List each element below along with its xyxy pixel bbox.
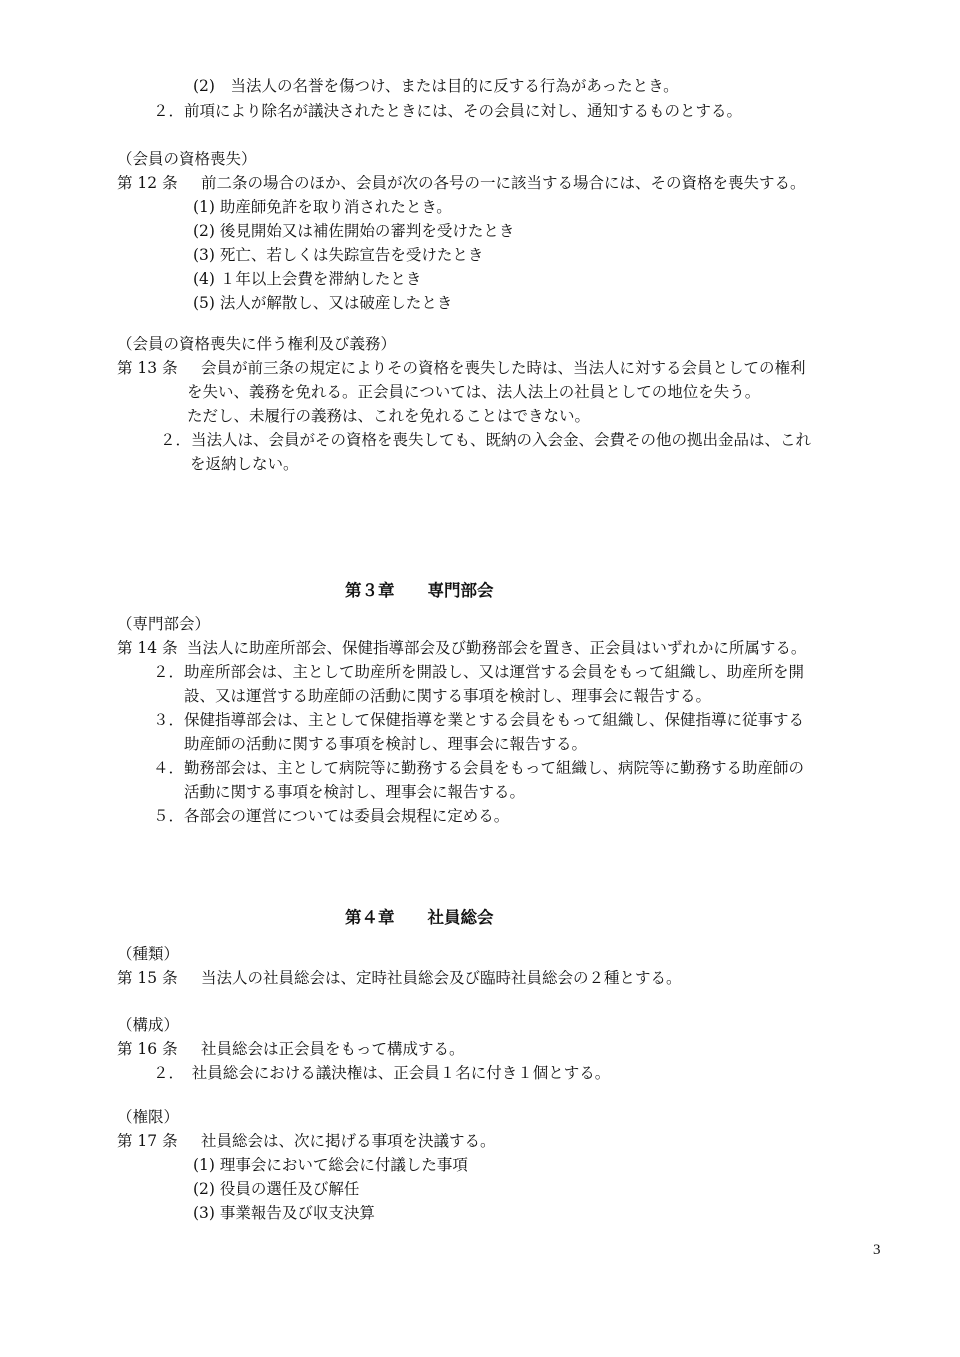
article-paragraph: ２．助産所部会は、主として助産所を開設し、又は運営する会員をもって組織し、助産所を開 — [153, 663, 805, 681]
article-label: 第 15 条 — [117, 969, 178, 987]
article-paragraph: ２． 社員総会における議決権は、正会員１名に付き１個とする。 — [153, 1064, 611, 1082]
chapter-title: 第４章 社員総会 — [345, 908, 494, 927]
article-label: 第 14 条 — [117, 639, 178, 657]
article-heading: （種類） — [117, 945, 180, 963]
article-label: 第 16 条 — [117, 1040, 178, 1058]
article-16 — [117, 1037, 465, 1061]
chapter-title: 第３章 専門部会 — [345, 581, 494, 600]
article-text: 当法人の社員総会は、定時社員総会及び臨時社員総会の２種とする。 — [201, 969, 682, 987]
article-text: ただし、未履行の義務は、これを免れることはできない。 — [187, 407, 591, 425]
article-heading: （専門部会） — [117, 615, 211, 633]
article-item: (2) 役員の選任及び解任 — [193, 1180, 360, 1198]
article-paragraph: 助産師の活動に関する事項を検討し、理事会に報告する。 — [184, 735, 588, 753]
article-heading: （会員の資格喪失） — [117, 150, 257, 168]
article-17 — [117, 1129, 496, 1153]
article-item: (1) 理事会において総会に付議した事項 — [193, 1156, 468, 1174]
article-paragraph: ２．当法人は、会員がその資格を喪失しても、既納の入会金、会費その他の拠出金品は、これ — [160, 431, 812, 449]
article-text: を失い、義務を免れる。正会員については、法人法上の社員としての地位を失う。 — [187, 383, 761, 401]
article-paragraph: ５．各部会の運営については委員会規程に定める。 — [153, 807, 510, 825]
article-item: (2) 当法人の名誉を傷つけ、または目的に反する行為があったとき。 — [193, 77, 679, 95]
article-text: 会員が前三条の規定によりその資格を喪失した時は、当法人に対する会員としての権利 — [201, 359, 806, 377]
article-paragraph: を返納しない。 — [190, 455, 299, 473]
article-label: 第 12 条 — [117, 174, 178, 192]
article-text: 社員総会は正会員をもって構成する。 — [201, 1040, 465, 1058]
article-text: 前二条の場合のほか、会員が次の各号の一に該当する場合には、その資格を喪失する。 — [201, 174, 806, 192]
article-paragraph: 活動に関する事項を検討し、理事会に報告する。 — [184, 783, 526, 801]
article-text: 社員総会は、次に掲げる事項を決議する。 — [201, 1132, 496, 1150]
article-heading: （会員の資格喪失に伴う権利及び義務） — [117, 335, 397, 353]
article-text: 当法人に助産所部会、保健指導部会及び勤務部会を置き、正会員はいずれかに所属する。 — [187, 639, 807, 657]
article-item: (1) 助産師免許を取り消されたとき。 — [193, 198, 452, 216]
article-15 — [117, 966, 682, 990]
article-item: (4) １年以上会費を滞納したとき — [193, 270, 422, 288]
article-label: 第 17 条 — [117, 1132, 178, 1150]
article-14 — [117, 636, 806, 660]
article-paragraph: ４．勤務部会は、主として病院等に勤務する会員をもって組織し、病院等に勤務する助産師の — [153, 759, 805, 777]
article-item: (3) 事業報告及び収支決算 — [193, 1204, 375, 1222]
article-paragraph: ２．前項により除名が議決されたときには、その会員に対し、通知するものとする。 — [153, 102, 743, 120]
article-heading: （構成） — [117, 1016, 180, 1034]
article-label: 第 13 条 — [117, 359, 178, 377]
article-paragraph: 設、又は運営する助産師の活動に関する事項を検討し、理事会に報告する。 — [184, 687, 712, 705]
page-number: 3 — [873, 1242, 881, 1258]
article-12 — [117, 171, 806, 195]
article-paragraph: ３．保健指導部会は、主として保健指導を業とする会員をもって組織し、保健指導に従事する — [153, 711, 805, 729]
article-item: (3) 死亡、若しくは失踪宣告を受けたとき — [193, 246, 484, 264]
article-item: (5) 法人が解散し、又は破産したとき — [193, 294, 453, 312]
article-heading: （権限） — [117, 1108, 180, 1126]
article-13 — [117, 356, 806, 380]
article-item: (2) 後見開始又は補佐開始の審判を受けたとき — [193, 222, 515, 240]
